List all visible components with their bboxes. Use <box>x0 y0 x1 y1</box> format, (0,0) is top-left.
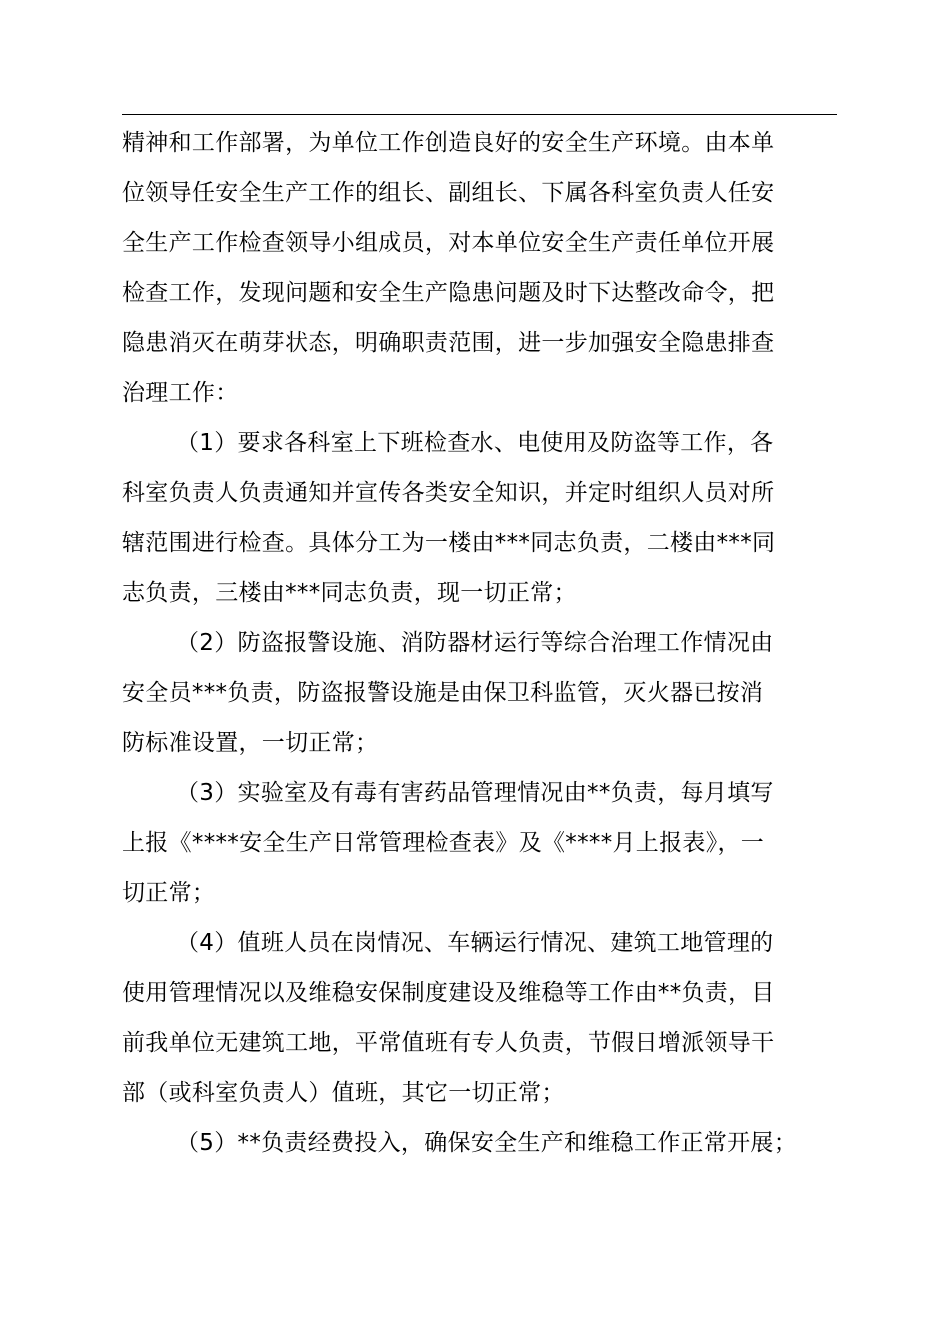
text-line: 全生产工作检查领导小组成员，对本单位安全生产责任单位开展 <box>122 230 775 256</box>
paragraph-first-line: （2）防盗报警设施、消防器材运行等综合治理工作情况由 <box>176 630 774 656</box>
paragraph-first-line: （5）**负责经费投入，确保安全生产和维稳工作正常开展； <box>176 1130 798 1156</box>
paragraph-first-line: （3）实验室及有毒有害药品管理情况由**负责，每月填写 <box>176 780 774 806</box>
text-line: 上报《****安全生产日常管理检查表》及《****月上报表》，一 <box>122 830 765 856</box>
text-line: 位领导任安全生产工作的组长、副组长、下属各科室负责人任安 <box>122 180 775 206</box>
text-line: 安全员***负责，防盗报警设施是由保卫科监管，灭火器已按消 <box>122 680 764 706</box>
text-line: 使用管理情况以及维稳安保制度建设及维稳等工作由**负责，目 <box>122 980 775 1006</box>
text-line: 科室负责人负责通知并宣传各类安全知识，并定时组织人员对所 <box>122 480 775 506</box>
text-line: 隐患消灭在萌芽状态，明确职责范围，进一步加强安全隐患排查 <box>122 330 775 356</box>
text-line: 辖范围进行检查。具体分工为一楼由***同志负责，二楼由***同 <box>122 530 776 556</box>
text-line: 治理工作： <box>122 380 239 406</box>
text-line: 切正常； <box>122 880 216 906</box>
text-line: 精神和工作部署，为单位工作创造良好的安全生产环境。由本单 <box>122 130 775 156</box>
text-line: 防标准设置，一切正常； <box>122 730 379 756</box>
text-line: 部（或科室负责人）值班，其它一切正常； <box>122 1080 565 1106</box>
text-line: 志负责，三楼由***同志负责，现一切正常； <box>122 580 577 606</box>
paragraph-first-line: （4）值班人员在岗情况、车辆运行情况、建筑工地管理的 <box>176 930 774 956</box>
paragraph-first-line: （1）要求各科室上下班检查水、电使用及防盗等工作，各 <box>176 430 774 456</box>
header-rule <box>122 114 837 115</box>
text-line: 检查工作，发现问题和安全生产隐患问题及时下达整改命令，把 <box>122 280 775 306</box>
document-body <box>122 118 852 1168</box>
text-line: 前我单位无建筑工地，平常值班有专人负责，节假日增派领导干 <box>122 1030 775 1056</box>
